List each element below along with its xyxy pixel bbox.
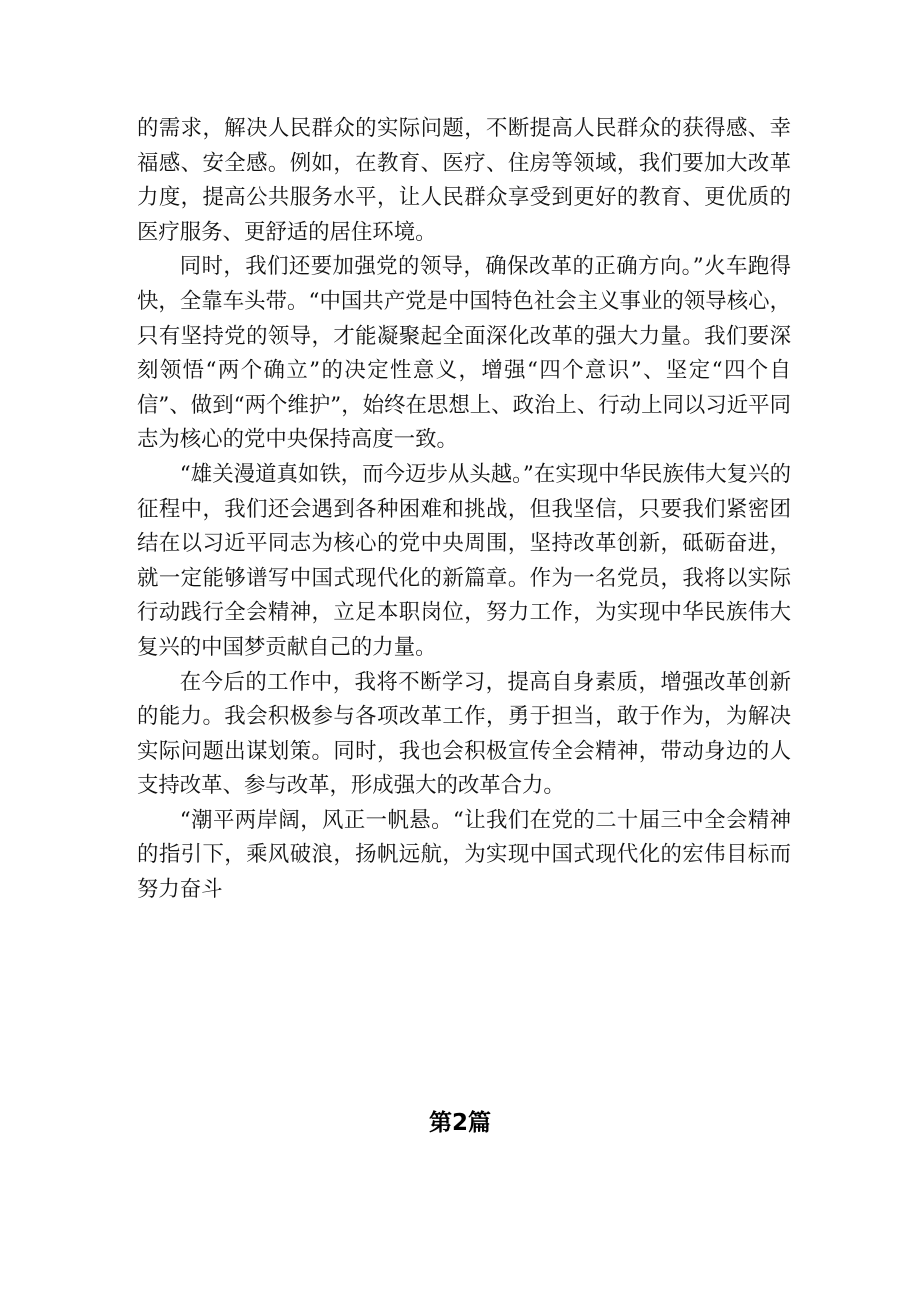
paragraph-2: 同时，我们还要加强党的领导，确保改革的正确方向。”火车跑得快，全靠车头带。“中国共产党是中国特色社会主义事业的领导核心，只有坚持党的领导，才能凝聚起全面深化改革的强大力量。我们要深刻领悟“两个确立”的决定性意义，增强“四个意识”、坚定“四个自信”、做到“两个维护”，始终在思想上、政治上、行动上同以习近平同志为核心的党中央保持高度一致。 <box>137 254 791 453</box>
paragraph-5: “潮平两岸阔，风正一帆悬。“让我们在党的二十届三中全会精神的指引下，乘风破浪，扬帆远航，为实现中国式现代化的宏伟目标而努力奋斗 <box>137 807 791 903</box>
paragraph-4: 在今后的工作中，我将不断学习，提高自身素质，增强改革创新的能力。我会积极参与各项改革工作，勇于担当，敢于作为，为解决实际问题出谋划策。同时，我也会积极宣传全会精神，带动身边的人支持改革、参与改革，形成强大的改革合力。 <box>137 669 791 799</box>
section-heading: 第2篇 <box>428 1110 491 1136</box>
paragraph-3: “雄关漫道真如铁，而今迈步从头越。”在实现中华民族伟大复兴的征程中，我们还会遇到各种困难和挑战，但我坚信，只要我们紧密团结在以习近平同志为核心的党中央周围，坚持改革创新，砥砺奋进，就一定能够谱写中国式现代化的新篇章。作为一名党员，我将以实际行动践行全会精神，立足本职岗位，努力工作，为实现中华民族伟大复兴的中国梦贡献自己的力量。 <box>137 461 791 660</box>
document-body <box>137 112 791 908</box>
paragraph-1: 的需求，解决人民群众的实际问题，不断提高人民群众的获得感、幸福感、安全感。例如，在教育、医疗、住房等领域，我们要加大改革力度，提高公共服务水平，让人民群众享受到更好的教育、更优质的医疗服务、更舒适的居住环境。 <box>137 116 791 245</box>
